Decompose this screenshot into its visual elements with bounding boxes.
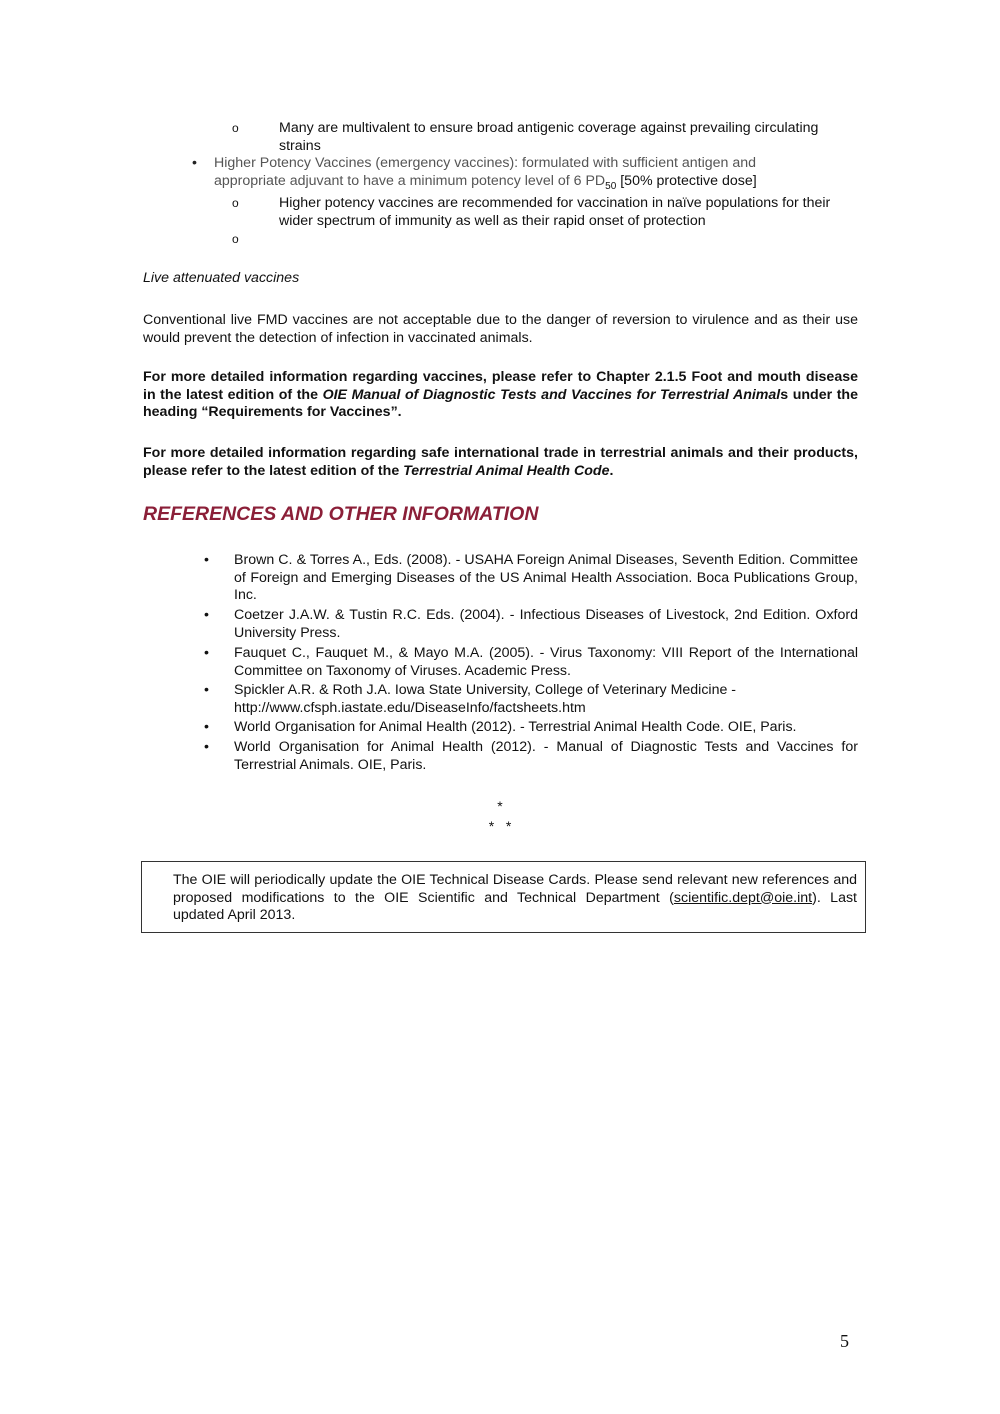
reference-text: Coetzer J.A.W. & Tustin R.C. Eds. (2004). - Infectious Diseases of Livestock, 2nd Edition. Oxford University Press. (234, 607, 858, 641)
contact-email-link[interactable]: scientific.dept@oie.int (673, 889, 813, 906)
bullet-marker: • (192, 155, 197, 171)
oie-manual-title: OIE Manual of Diagnostic Tests and Vaccines for Terrestrial Animal (322, 386, 781, 403)
list-marker: o (232, 121, 239, 135)
bullet-marker: • (204, 719, 209, 735)
reference-text: World Organisation for Animal Health (2012). - Terrestrial Animal Health Code. OIE, Paris. (234, 719, 797, 735)
more-info-vaccines-post: s under the heading “Requirements for Vaccines”. (143, 386, 858, 420)
update-note-text (173, 872, 857, 925)
higher-potency-post: [50% protective dose] (616, 172, 757, 189)
reference-text: Brown C. & Torres A., Eds. (2008). - USAHA Foreign Animal Diseases, Seventh Edition. Committee of Foreign and Emerging Diseases of the US Animal Health Association. Boca Publications Group, Inc. (234, 552, 858, 603)
bullet-marker: • (204, 739, 209, 755)
update-note-box (141, 861, 866, 933)
reference-text: Fauquet C., Fauquet M., & Mayo M.A. (2005). - Virus Taxonomy: VIII Report of the International Committee on Taxonomy of Viruses. Academic Press. (234, 645, 858, 679)
live-attenuated-title: Live attenuated vaccines (143, 270, 300, 286)
update-note-pre: The OIE will periodically update the OIE Technical Disease Cards. Please send relevant new references and proposed modifications to the OIE Scientific and Technical Department ( (173, 872, 857, 906)
list-marker: o (232, 232, 239, 246)
reference-text: World Organisation for Animal Health (2012). - Manual of Diagnostic Tests and Vaccines for Terrestrial Animals. OIE, Paris. (234, 739, 858, 773)
higher-potency-pre: Higher Potency Vaccines (emergency vaccines): formulated with sufficient antigen and appropriate adjuvant to have a minimum potency level of 6 PD (214, 155, 757, 189)
bullet-marker: • (204, 645, 209, 661)
higher-potency-text (214, 155, 814, 195)
pd-subscript: 50 (605, 180, 617, 192)
more-info-trade (143, 445, 858, 480)
bullet-marker: • (204, 552, 209, 568)
reference-text: Spickler A.R. & Roth J.A. Iowa State University, College of Veterinary Medicine - http://www.cfsph.iastate.edu/DiseaseInfo/factsheets.htm (234, 682, 737, 716)
separator-star-top: * (497, 798, 503, 814)
list-marker: o (232, 196, 239, 210)
multivalent-text: Many are multivalent to ensure broad antigenic coverage against prevailing circulating strains (279, 120, 819, 154)
live-attenuated-text: Conventional live FMD vaccines are not acceptable due to the danger of reversion to virulence and as their use would prevent the detection of infection in vaccinated animals. (143, 312, 858, 346)
bullet-marker: • (204, 682, 209, 698)
references-heading: REFERENCES AND OTHER INFORMATION (143, 503, 539, 525)
bullet-marker: • (204, 607, 209, 623)
more-info-vaccines-pre: For more detailed information regarding vaccines, please refer to Chapter 2.1.5 Foot and mouth disease in the latest edition of the (143, 369, 858, 403)
page-number: 5 (840, 1331, 849, 1351)
separator-stars-bottom: * * (488, 818, 512, 834)
update-note-post: ). Last updated April 2013. (173, 889, 857, 923)
health-code-title: Terrestrial Animal Health Code (403, 462, 610, 479)
more-info-trade-pre: For more detailed information regarding safe international trade in terrestrial animals and their products, please refer to the latest edition of the (143, 445, 858, 479)
more-info-trade-post: . (609, 462, 614, 479)
higher-potency-sub-text: Higher potency vaccines are recommended for vaccination in naïve populations for their wider spectrum of immunity as well as their rapid onset of protection (279, 195, 831, 229)
more-info-vaccines (143, 369, 858, 422)
